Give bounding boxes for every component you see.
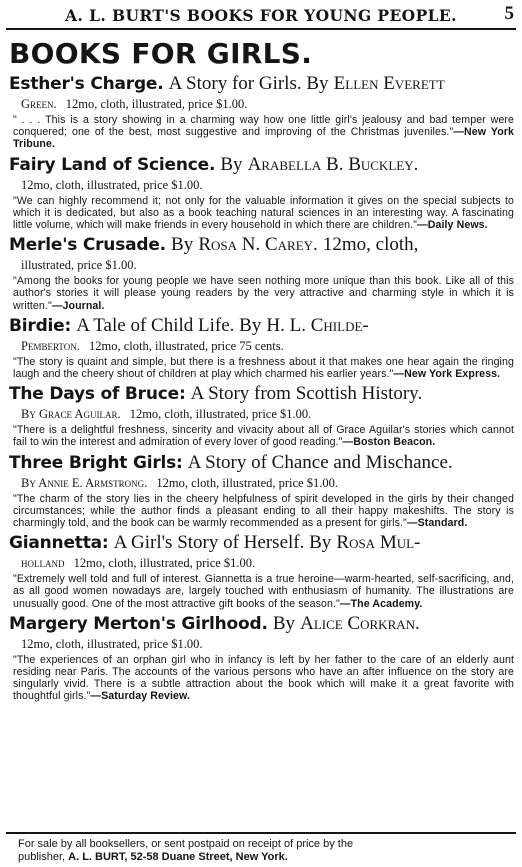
review-text: "The experiences of an orphan girl who in infancy is left by her father to the care of an elderly aunt residing near Paris. The accounts of the various persons who have an after influence on the story are singularly vivid. There is a subtle attraction about the book which will make it a great favorite with thoughtful girls." — [13, 653, 514, 703]
book-format-price: 12mo, cloth, illustrated, price $1.00. — [65, 97, 248, 111]
book-heading — [9, 382, 516, 406]
book-details — [21, 555, 516, 572]
running-head-title: A. L. BURT'S BOOKS FOR YOUNG PEOPLE. — [65, 6, 457, 25]
book-format-price: 12mo, cloth, illustrated, price $1.00. — [129, 407, 312, 422]
running-head — [6, 2, 516, 30]
footer-publisher: A. L. BURT, 52-58 Duane Street, New York. — [68, 851, 288, 863]
book-subtitle: A Story of Chance and Mischance. — [187, 451, 453, 473]
book-details — [21, 406, 516, 423]
book-author-continued: By Annie E. Armstrong. — [21, 475, 148, 490]
review-source: —Saturday Review. — [90, 690, 191, 703]
book-subtitle: By — [220, 153, 243, 175]
book-heading — [9, 314, 516, 338]
book-author-continued: Green. — [21, 97, 57, 111]
review-text: "The story is quaint and simple, but there is a freshness about it that makes one hear again the ringing laugh and the cheery shout of children at play which charmed his earlier years." — [13, 355, 514, 381]
footer-publisher-line — [18, 851, 516, 864]
book-entry — [9, 612, 516, 703]
book-review — [13, 195, 514, 232]
review-source: —New York Express. — [393, 368, 501, 381]
book-subtitle: A Story for Girls. By — [168, 73, 329, 94]
book-review — [13, 493, 514, 530]
review-text: "Among the books for young people we have seen nothing more unique than this book. Like all of this author's stories it will please young readers by the very attractive and charming style in which it is written." — [13, 275, 514, 312]
book-author: Alice Corkran. — [300, 612, 420, 634]
book-details — [21, 636, 516, 653]
book-details — [21, 177, 516, 194]
review-source: —Standard. — [406, 517, 468, 530]
book-title: Giannetta: — [9, 533, 109, 554]
book-author: Arabella B. Buckley. — [247, 153, 419, 175]
book-author-continued: Pemberton. — [21, 338, 80, 353]
book-heading — [9, 72, 516, 96]
book-details — [21, 338, 516, 355]
book-review — [13, 424, 514, 448]
book-heading — [9, 451, 516, 475]
section-title: BOOKS FOR GIRLS. — [9, 37, 313, 70]
book-review — [13, 275, 514, 312]
book-details — [21, 96, 516, 113]
book-heading — [9, 612, 516, 636]
book-subtitle: A Tale of Child Life. By — [76, 314, 262, 336]
book-heading — [9, 233, 516, 257]
book-title: Birdie: — [9, 315, 72, 336]
page-number: 5 — [504, 3, 514, 24]
book-entry — [9, 233, 516, 312]
book-review — [13, 654, 514, 703]
review-source: —Boston Beacon. — [342, 436, 436, 449]
book-author: Rosa N. Carey. — [198, 234, 318, 256]
book-review — [13, 573, 514, 610]
book-title: Three Bright Girls: — [9, 452, 183, 473]
book-subtitle: A Story from Scottish History. — [190, 383, 423, 405]
book-title: Margery Merton's Girlhood. — [9, 613, 268, 634]
book-title: Merle's Crusade. — [9, 235, 166, 256]
book-author-continued: holland — [21, 556, 65, 571]
book-details — [21, 257, 516, 274]
book-format-price: 12mo, cloth, illustrated, price $1.00. — [21, 177, 203, 192]
book-review — [13, 114, 514, 151]
review-text: " . . . This is a story showing in a charming way how one little girl's jealousy and bad temper were conquered; one of the best, most suggestive and improving of the Christmas juveniles." — [13, 114, 514, 139]
book-subtitle: A Girl's Story of Herself. By — [113, 532, 332, 554]
book-format-price: 12mo, cloth, illustrated, price $1.00. — [73, 556, 256, 571]
publisher-footer — [6, 832, 516, 864]
book-format-price: illustrated, price $1.00. — [21, 258, 137, 273]
book-author-continued: By Grace Aguilar. — [21, 407, 121, 422]
review-text: "We can highly recommend it; not only for the valuable information it gives on the special subjects to which it is dedicated, but also as a book teaching natural sciences in an interesting way. A fascinating little volume, which will make friends in every household in which there are children." — [13, 194, 514, 232]
book-title: Esther's Charge. — [9, 74, 164, 94]
book-entry — [9, 72, 516, 151]
book-entry — [9, 451, 516, 530]
book-entry — [9, 531, 516, 610]
book-author: Ellen Everett — [333, 73, 445, 94]
footer-publisher-prefix: publisher, — [18, 851, 66, 863]
review-source: —Daily News. — [417, 219, 488, 232]
book-details — [21, 475, 516, 492]
review-source: —The Academy. — [339, 597, 423, 610]
book-entry — [9, 153, 516, 232]
book-subtitle-after: 12mo, cloth, — [322, 234, 419, 256]
book-subtitle: By — [272, 612, 295, 634]
book-author: Rosa Mul- — [336, 532, 421, 554]
review-source: —Journal. — [51, 299, 105, 312]
book-catalog-page — [6, 2, 516, 864]
book-subtitle: By — [171, 234, 194, 256]
book-format-price: 12mo, cloth, illustrated, price $1.00. — [156, 475, 338, 490]
book-title: The Days of Bruce: — [9, 384, 186, 405]
book-heading — [9, 531, 516, 555]
book-entry — [9, 314, 516, 380]
book-format-price: 12mo, cloth, illustrated, price $1.00. — [21, 636, 203, 651]
book-entry — [9, 382, 516, 448]
book-review — [13, 356, 514, 380]
review-text: "There is a delightful freshness, sincerity and vivacity about all of Grace Aguilar's stories which cannot fail to win the interest and admiration of every lover of good reading." — [13, 424, 514, 449]
book-title: Fairy Land of Science. — [9, 154, 216, 175]
review-source: —New York Tribune. — [13, 126, 514, 151]
book-heading — [9, 153, 516, 177]
review-text: "The charm of the story lies in the cheery helpfulness of spirit developed in the girls by their changed circumstances; while the author finds a pleasant ending to all their happy makeshifts. The story is charmingly told, and the book can be warmly recommended as a present for girls." — [13, 492, 514, 530]
footer-text: For sale by all booksellers, or sent postpaid on receipt of price by the — [18, 838, 354, 850]
book-format-price: 12mo, cloth, illustrated, price 75 cents. — [89, 338, 284, 353]
book-author: H. L. Childe- — [266, 314, 369, 336]
review-text: "Extremely well told and full of interest. Giannetta is a true heroine—warm-hearted, self-sacrificing, and, as all good women nowadays are, largely touched with enthusiasm of humanity. The illustrations are unusually good. One of the most attractive gift books of the season." — [13, 573, 514, 610]
